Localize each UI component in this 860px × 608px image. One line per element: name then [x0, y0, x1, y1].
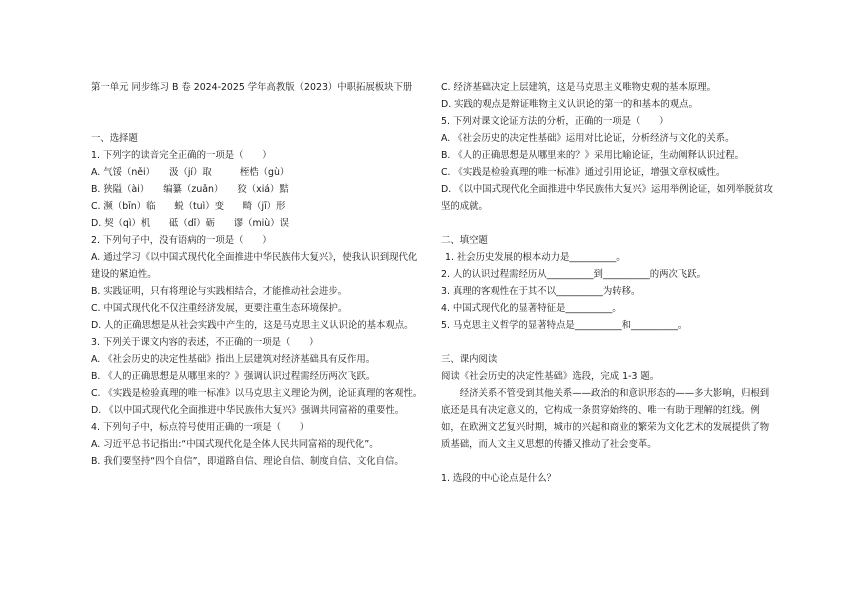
fill-item-3: 3. 真理的客观性在于其不以__________为转移。: [441, 286, 641, 297]
question-4-stem: 4. 下列句子中，标点符号使用正确的一项是（ ）: [91, 422, 310, 433]
document-title: 第一单元 同步练习 B 卷 2024-2025 学年高教版（2023）中职拓展板块下册: [91, 82, 413, 93]
question-3-stem: 3. 下列关于课文内容的表述，不正确的一项是（ ）: [91, 337, 319, 348]
question-2-stem: 2. 下列句子中，没有语病的一项是（ ）: [91, 235, 272, 246]
question-3-option-d: D. 《以中国式现代化全面推进中华民族伟大复兴》强调共同富裕的重要性。: [91, 405, 405, 416]
question-1-option-d: D. 契（qì）机 砥（dǐ）砺 谬（miù）误: [91, 218, 289, 229]
question-3-option-c: C. 《实践是检验真理的唯一标准》以马克思主义理论为例，论证真理的客观性。: [91, 388, 423, 399]
question-5-option-d: D. 《以中国式现代化全面推进中华民族伟大复兴》运用举例论证，如列举脱贫攻坚的成就。: [441, 184, 773, 212]
question-4-option-a: A. 习近平总书记指出:“中国式现代化是全体人民共同富裕的现代化”。: [91, 439, 379, 450]
section-heading-choice: 一、选择题: [91, 133, 138, 144]
reading-intro: 阅读《社会历史的决定性基础》选段，完成 1-3 题。: [441, 371, 660, 382]
question-5-option-b: B. 《人的正确思想是从哪里来的？》采用比喻论证，生动阐释认识过程。: [441, 150, 745, 161]
fill-item-2: 2. 人的认识过程需经历从__________到__________的两次飞跃。: [441, 269, 707, 280]
question-5-stem: 5. 下列对课文论证方法的分析，正确的一项是（ ）: [441, 116, 669, 127]
question-1-option-a: A. 气馁（něi） 汲（jí）取 桎梏（gù）: [91, 167, 290, 178]
question-1-option-b: B. 狭隘（ài） 编纂（zuǎn） 狡（xiá）黠: [91, 184, 289, 195]
section-heading-fill: 二、填空题: [441, 235, 488, 246]
question-4-option-d: D. 实践的观点是辩证唯物主义认识论的第一的和基本的观点。: [441, 99, 698, 110]
question-1-stem: 1. 下列字的读音完全正确的一项是（ ）: [91, 150, 272, 161]
question-5-option-a: A. 《社会历史的决定性基础》运用对比论证，分析经济与文化的关系。: [441, 133, 735, 144]
question-4-option-b: B. 我们要坚持“四个自信”，即道路自信、理论自信、制度自信、文化自信。: [91, 456, 404, 467]
right-column: [441, 79, 774, 487]
question-2-option-d: D. 人的正确思想是从社会实践中产生的，这是马克思主义认识论的基本观点。: [91, 320, 414, 331]
fill-item-1: 1. 社会历史发展的根本动力是__________。: [445, 252, 626, 263]
question-2-option-c: C. 中国式现代化不仅注重经济发展，更要注重生态环境保护。: [91, 303, 348, 314]
section-heading-reading: 三、课内阅读: [441, 354, 498, 365]
reading-question-1: 1. 选段的中心论点是什么？: [441, 473, 557, 484]
question-5-option-c: C. 《实践是检验真理的唯一标准》通过引用论证，增强文章权威性。: [441, 167, 726, 178]
question-3-option-b: B. 《人的正确思想是从哪里来的？》强调认识过程需经历两次飞跃。: [91, 371, 376, 382]
left-column: [91, 79, 424, 470]
fill-item-4: 4. 中国式现代化的显著特征是__________。: [441, 303, 622, 314]
fill-item-5: 5. 马克思主义哲学的显著特点是__________和__________。: [441, 320, 688, 331]
question-2-option-b: B. 实践证明，只有将理论与实践相结合，才能推动社会进步。: [91, 286, 348, 297]
question-3-option-a: A. 《社会历史的决定性基础》指出上层建筑对经济基础具有反作用。: [91, 354, 376, 365]
question-2-option-a: A. 通过学习《以中国式现代化全面推进中华民族伟大复兴》，使我认识到现代化建设的紧迫性。: [91, 252, 418, 280]
question-4-option-c: C. 经济基础决定上层建筑，这是马克思主义唯物史观的基本原理。: [441, 82, 717, 93]
question-1-option-c: C. 濒（bīn）临 蜕（tuì）变 畸（jī）形: [91, 201, 286, 212]
reading-passage: 经济关系不管受到其他关系——政治的和意识形态的——多大影响，归根到底还是具有决定意义的，它构成一条贯穿始终的、唯一有助于理解的红线。例如，在欧洲文艺复兴时期，城市的兴起和商业的繁荣为文化艺术的发展提供了物质基础，而人文主义思想的传播又推动了社会变革。: [441, 388, 770, 450]
